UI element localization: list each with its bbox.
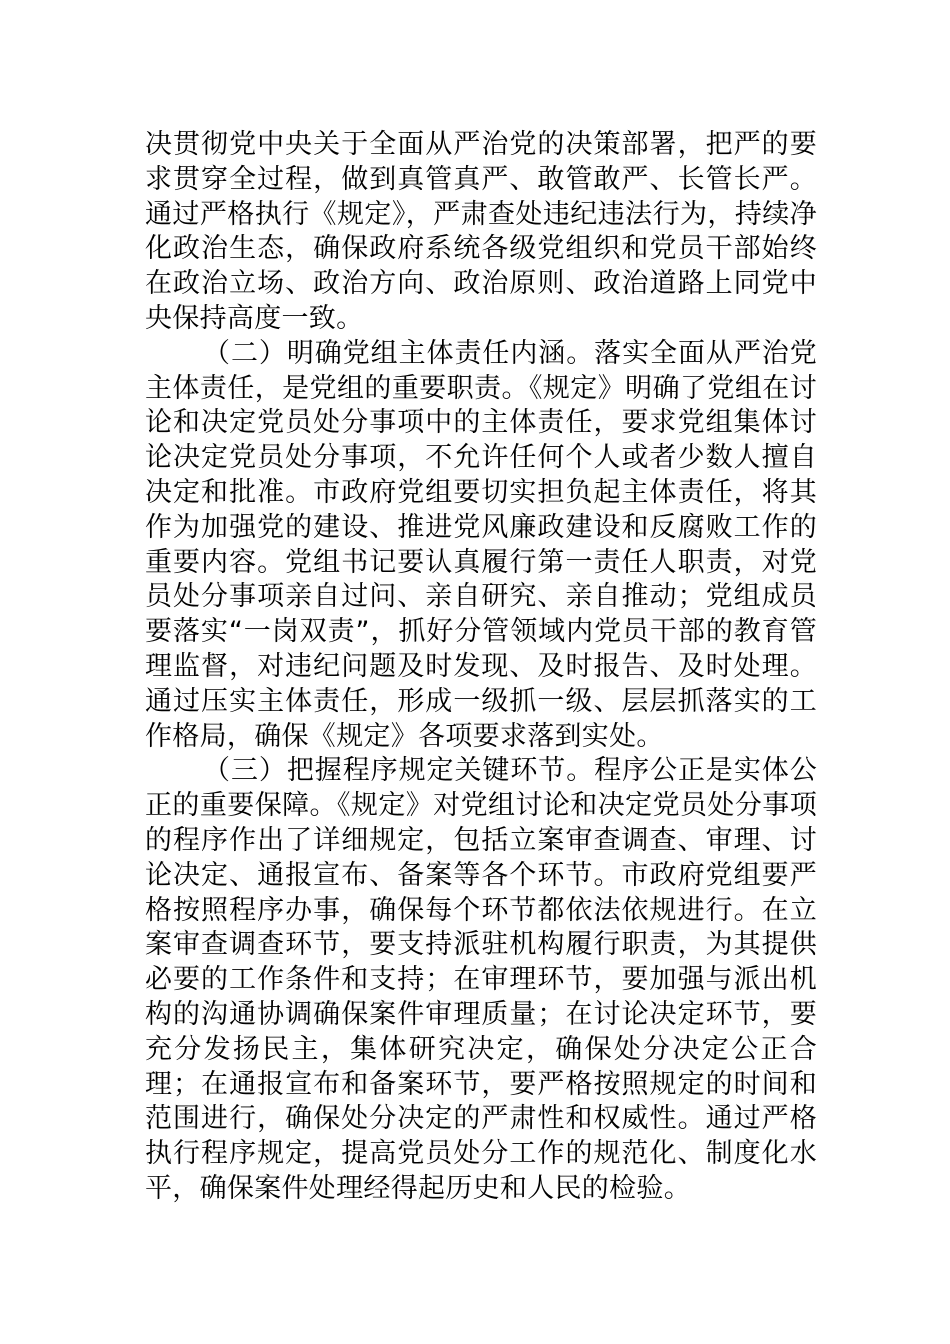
paragraph-section-two: （二）明确党组主体责任内涵。落实全面从严治党主体责任，是党组的重要职责。《规定》明确了党组在讨论和决定党员处分事项中的主体责任，要求党组集体讨论决定党员处分事项，不允许任何个人或者少数人擅自决定和批准。市政府党组要切实担负起主体责任，将其作为加强党的建设、推进党风廉政建设和反腐败工作的重要内容。党组书记要认真履行第一责任人职责，对党员处分事项亲自过问、亲自研究、亲自推动；党组成员要落实“一岗双责”，抓好分管领域内党员干部的教育管理监督，对违纪问题及时发现、及时报告、及时处理。通过压实主体责任，形成一级抓一级、层层抓落实的工作格局，确保《规定》各项要求落到实处。 bbox=[145, 337, 817, 752]
paragraph-section-three: （三）把握程序规定关键环节。程序公正是实体公正的重要保障。《规定》对党组讨论和决定党员处分事项的程序作出了详细规定，包括立案审查调查、审理、讨论决定、通报宣布、备案等各个环节。市政府党组要严格按照程序办事，确保每个环节都依法依规进行。在立案审查调查环节，要支持派驻机构履行职责，为其提供必要的工作条件和支持；在审理环节，要加强与派出机构的沟通协调确保案件审理质量；在讨论决定环节，要充分发扬民主，集体研究决定，确保处分决定公正合理；在通报宣布和备案环节，要严格按照规定的时间和范围进行，确保处分决定的严肃性和权威性。通过严格执行程序规定，提高党员处分工作的规范化、制度化水平，确保案件处理经得起历史和人民的检验。 bbox=[145, 755, 817, 1204]
paragraph-continuation: 决贯彻党中央关于全面从严治党的决策部署，把严的要求贯穿全过程，做到真管真严、敢管敢严、长管长严。通过严格执行《规定》，严肃查处违纪违法行为，持续净化政治生态，确保政府系统各级党组织和党员干部始终在政治立场、政治方向、政治原则、政治道路上同党中央保持高度一致。 bbox=[145, 129, 817, 334]
document-body bbox=[145, 128, 817, 1207]
